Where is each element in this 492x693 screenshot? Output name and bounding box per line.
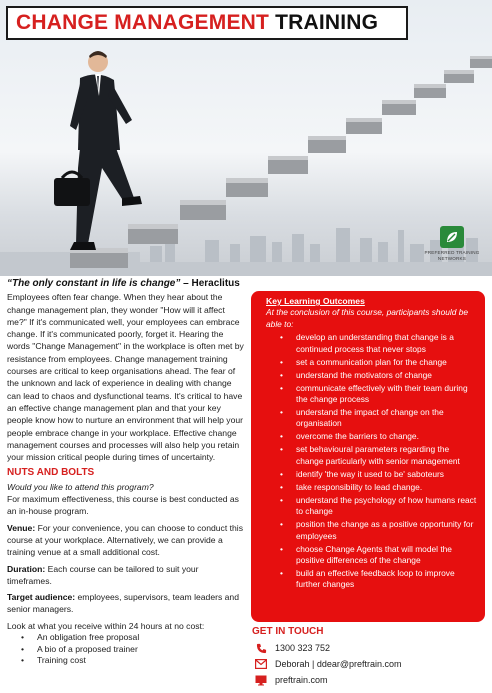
list-item: • set behavioural parameters regarding the change particularly with senior management bbox=[280, 444, 477, 467]
leaf-icon bbox=[440, 226, 464, 248]
list-item: • develop an understanding that change is a continued process that never stops bbox=[280, 332, 477, 355]
duration-text: Each course can be tailored to suit your timeframes. bbox=[7, 563, 199, 586]
title-red-part: CHANGE MANAGEMENT bbox=[16, 11, 270, 34]
list-item: • identify 'the way it used to be' saboteurs bbox=[280, 469, 477, 480]
phone-number[interactable]: 1300 323 752 bbox=[275, 643, 331, 653]
left-column bbox=[7, 278, 245, 667]
venue-paragraph bbox=[7, 522, 245, 559]
receive-list bbox=[21, 632, 245, 667]
audience-text: employees, supervisors, team leaders and senior managers. bbox=[7, 592, 239, 615]
audience-label: Target audience: bbox=[7, 592, 76, 603]
monitor-icon bbox=[255, 674, 267, 686]
web-row[interactable] bbox=[252, 672, 486, 688]
heraclitus-quote bbox=[7, 278, 245, 290]
list-item: • overcome the barriers to change. bbox=[280, 431, 477, 442]
receive-intro: Look at what you receive within 24 hours at no cost: bbox=[7, 620, 205, 631]
list-item: • An obligation free proposal bbox=[21, 632, 245, 644]
list-item: • position the change as a positive opportunity for employees bbox=[280, 519, 477, 542]
list-item: • communicate effectively with their team during the change process bbox=[280, 383, 477, 406]
email-row[interactable] bbox=[252, 656, 486, 672]
website-link[interactable]: preftrain.com bbox=[275, 675, 328, 685]
outcomes-heading: Key Learning Outcomes bbox=[266, 296, 365, 306]
list-item: • Training cost bbox=[21, 655, 245, 667]
intro-paragraph: Employees often fear change. When they hear about the change management plan, they wonder "How will it affect me?" If it's communicated well, your employees can embrace change. If it's communicated poorly, forget it. Hearing the words "Change Management" in the workplace is often met by resistance from employees. Change management training courses are critical to keep organisations ahead. The fear of the unknown and lack of experience in dealing with change can lead to chaos and dysfunctional teams. It's critical to have an effective change management plan and that your key people know how to nurture an environment that will help your people embrace change in your workplace. Effective change management courses and processes will also help you retain your mission critical people during times of uncertainty. bbox=[7, 292, 244, 463]
outcomes-intro: At the conclusion of this course, participants should be able to: bbox=[266, 307, 469, 329]
list-item: • A bio of a proposed trainer bbox=[21, 644, 245, 656]
in-house-text: For maximum effectiveness, this course is best conducted as an in-house program. bbox=[7, 494, 239, 517]
list-item: • choose Change Agents that will model the positive differences of the change bbox=[280, 544, 477, 567]
phone-row[interactable] bbox=[252, 640, 486, 656]
venue-label: Venue: bbox=[7, 522, 36, 533]
title-black-part: TRAINING bbox=[275, 11, 379, 34]
list-item: • take responsibility to lead change. bbox=[280, 482, 477, 493]
quote-text: “The only constant in life is change” bbox=[7, 278, 181, 289]
contact-section bbox=[252, 626, 486, 688]
hero-banner bbox=[0, 0, 492, 276]
list-item: • understand the impact of change on the organisation bbox=[280, 407, 477, 430]
outcomes-list bbox=[280, 332, 477, 591]
attend-question: Would you like to attend this program? bbox=[7, 481, 154, 492]
duration-label: Duration: bbox=[7, 563, 46, 574]
key-learning-outcomes-panel bbox=[251, 291, 485, 622]
list-item: • set a communication plan for the change bbox=[280, 357, 477, 368]
page-title bbox=[6, 6, 408, 40]
company-logo bbox=[420, 226, 484, 270]
phone-icon bbox=[255, 642, 267, 654]
venue-text: For your convenience, you can choose to conduct this course at your workplace. Alternatively, we can provide a training venue at a small additional cost. bbox=[7, 522, 243, 558]
list-item: • understand the psychology of how humans react to change bbox=[280, 495, 477, 518]
quote-author: – Heraclitus bbox=[180, 278, 240, 289]
logo-text: PREFERRED TRAINING NETWORKS bbox=[424, 250, 480, 261]
email-link[interactable]: Deborah | ddear@preftrain.com bbox=[275, 659, 402, 669]
nuts-and-bolts-heading: NUTS AND BOLTS bbox=[7, 467, 95, 479]
envelope-icon bbox=[255, 658, 267, 670]
list-item: • understand the motivators of change bbox=[280, 370, 477, 381]
businessman-figure bbox=[54, 51, 142, 250]
audience-paragraph bbox=[7, 591, 245, 616]
businessman-climbing-stairs-image bbox=[0, 0, 492, 276]
duration-paragraph bbox=[7, 563, 245, 588]
get-in-touch-heading: GET IN TOUCH bbox=[252, 626, 324, 637]
list-item: • build an effective feedback loop to improve further changes bbox=[280, 568, 477, 591]
